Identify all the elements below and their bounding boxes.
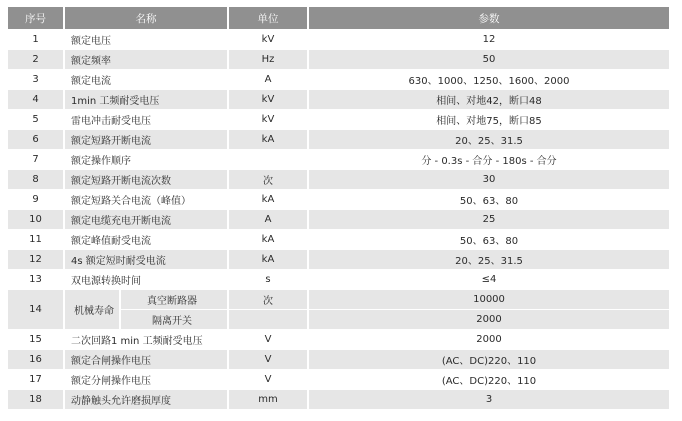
row-value: 12 xyxy=(308,30,669,50)
row-name: 额定短路开断电流次数 xyxy=(64,170,228,190)
row-index: 8 xyxy=(8,170,64,190)
row-name: 额定合闸操作电压 xyxy=(64,350,228,370)
row-unit: Hz xyxy=(228,50,308,70)
row-name: 二次回路1 min 工频耐受电压 xyxy=(64,330,228,350)
table-row xyxy=(8,150,669,170)
row-value: 3 xyxy=(308,390,669,410)
row-unit: V xyxy=(228,350,308,370)
row-unit: kV xyxy=(228,30,308,50)
table-body xyxy=(8,30,669,410)
row-name: 额定电压 xyxy=(64,30,228,50)
row-unit: kA xyxy=(228,250,308,270)
row-value: 50 xyxy=(308,50,669,70)
row-value: (AC、DC)220、110 xyxy=(308,370,669,390)
row-unit: kV xyxy=(228,90,308,110)
row-unit xyxy=(228,150,308,170)
table-row xyxy=(8,210,669,230)
row-unit: s xyxy=(228,270,308,290)
table-row xyxy=(8,330,669,350)
header-index: 序号 xyxy=(8,7,64,30)
row-value: 630、1000、1250、1600、2000 xyxy=(308,70,669,90)
row-name: 4s 额定短时耐受电流 xyxy=(64,250,228,270)
row-index: 2 xyxy=(8,50,64,70)
row-value: ≤4 xyxy=(308,270,669,290)
row-unit: kV xyxy=(228,110,308,130)
table-row xyxy=(8,50,669,70)
row-value: 30 xyxy=(308,170,669,190)
sub-row-name: 隔离开关 xyxy=(120,310,228,330)
row-unit: V xyxy=(228,330,308,350)
header-row xyxy=(8,7,669,30)
row-index: 4 xyxy=(8,90,64,110)
spec-table xyxy=(8,7,669,410)
row-value: 相间、对地75，断口85 xyxy=(308,110,669,130)
row-index: 15 xyxy=(8,330,64,350)
row-index: 14 xyxy=(8,290,64,330)
sub-row-name: 真空断路器 xyxy=(120,290,228,310)
table-row xyxy=(8,390,669,410)
table-row xyxy=(8,370,669,390)
row-unit: 次 xyxy=(228,170,308,190)
row-name: 额定峰值耐受电流 xyxy=(64,230,228,250)
row-name: 机械寿命 xyxy=(64,290,120,330)
table-row xyxy=(8,110,669,130)
sub-row-unit xyxy=(228,310,308,330)
header-unit: 单位 xyxy=(228,7,308,30)
row-unit: A xyxy=(228,70,308,90)
row-index: 1 xyxy=(8,30,64,50)
row-name: 额定短路开断电流 xyxy=(64,130,228,150)
row-value: 20、25、31.5 xyxy=(308,130,669,150)
row-index: 11 xyxy=(8,230,64,250)
table-row-mechanical-life xyxy=(8,290,669,310)
row-name: 额定电流 xyxy=(64,70,228,90)
row-value: 分 - 0.3s - 合分 - 180s - 合分 xyxy=(308,150,669,170)
header-params: 参数 xyxy=(308,7,669,30)
row-value: 25 xyxy=(308,210,669,230)
table-row xyxy=(8,70,669,90)
row-unit: A xyxy=(228,210,308,230)
header-name: 名称 xyxy=(64,7,228,30)
table-row xyxy=(8,130,669,150)
row-index: 7 xyxy=(8,150,64,170)
row-value: 50、63、80 xyxy=(308,190,669,210)
row-index: 13 xyxy=(8,270,64,290)
table-row xyxy=(8,350,669,370)
row-unit: kA xyxy=(228,190,308,210)
row-unit: kA xyxy=(228,130,308,150)
row-name: 双电源转换时间 xyxy=(64,270,228,290)
row-index: 6 xyxy=(8,130,64,150)
row-unit: V xyxy=(228,370,308,390)
sub-row-value: 10000 xyxy=(308,290,669,310)
table-row xyxy=(8,170,669,190)
row-name: 额定分闸操作电压 xyxy=(64,370,228,390)
table-row xyxy=(8,270,669,290)
row-index: 18 xyxy=(8,390,64,410)
row-index: 10 xyxy=(8,210,64,230)
row-value: 20、25、31.5 xyxy=(308,250,669,270)
row-name: 额定电缆充电开断电流 xyxy=(64,210,228,230)
row-index: 3 xyxy=(8,70,64,90)
row-value: (AC、DC)220、110 xyxy=(308,350,669,370)
sub-row-unit: 次 xyxy=(228,290,308,310)
row-index: 17 xyxy=(8,370,64,390)
row-unit: kA xyxy=(228,230,308,250)
row-name: 额定频率 xyxy=(64,50,228,70)
row-index: 12 xyxy=(8,250,64,270)
row-value: 50、63、80 xyxy=(308,230,669,250)
row-index: 16 xyxy=(8,350,64,370)
table-row xyxy=(8,250,669,270)
row-name: 雷电冲击耐受电压 xyxy=(64,110,228,130)
table-row xyxy=(8,190,669,210)
row-unit: mm xyxy=(228,390,308,410)
row-value: 2000 xyxy=(308,330,669,350)
sub-row-value: 2000 xyxy=(308,310,669,330)
row-name: 额定操作顺序 xyxy=(64,150,228,170)
row-index: 9 xyxy=(8,190,64,210)
table-row xyxy=(8,30,669,50)
row-name: 额定短路关合电流（峰值） xyxy=(64,190,228,210)
row-value: 相间、对地42，断口48 xyxy=(308,90,669,110)
table-row xyxy=(8,90,669,110)
row-index: 5 xyxy=(8,110,64,130)
row-name: 1min 工频耐受电压 xyxy=(64,90,228,110)
table-row xyxy=(8,230,669,250)
row-name: 动静触头允许磨损厚度 xyxy=(64,390,228,410)
